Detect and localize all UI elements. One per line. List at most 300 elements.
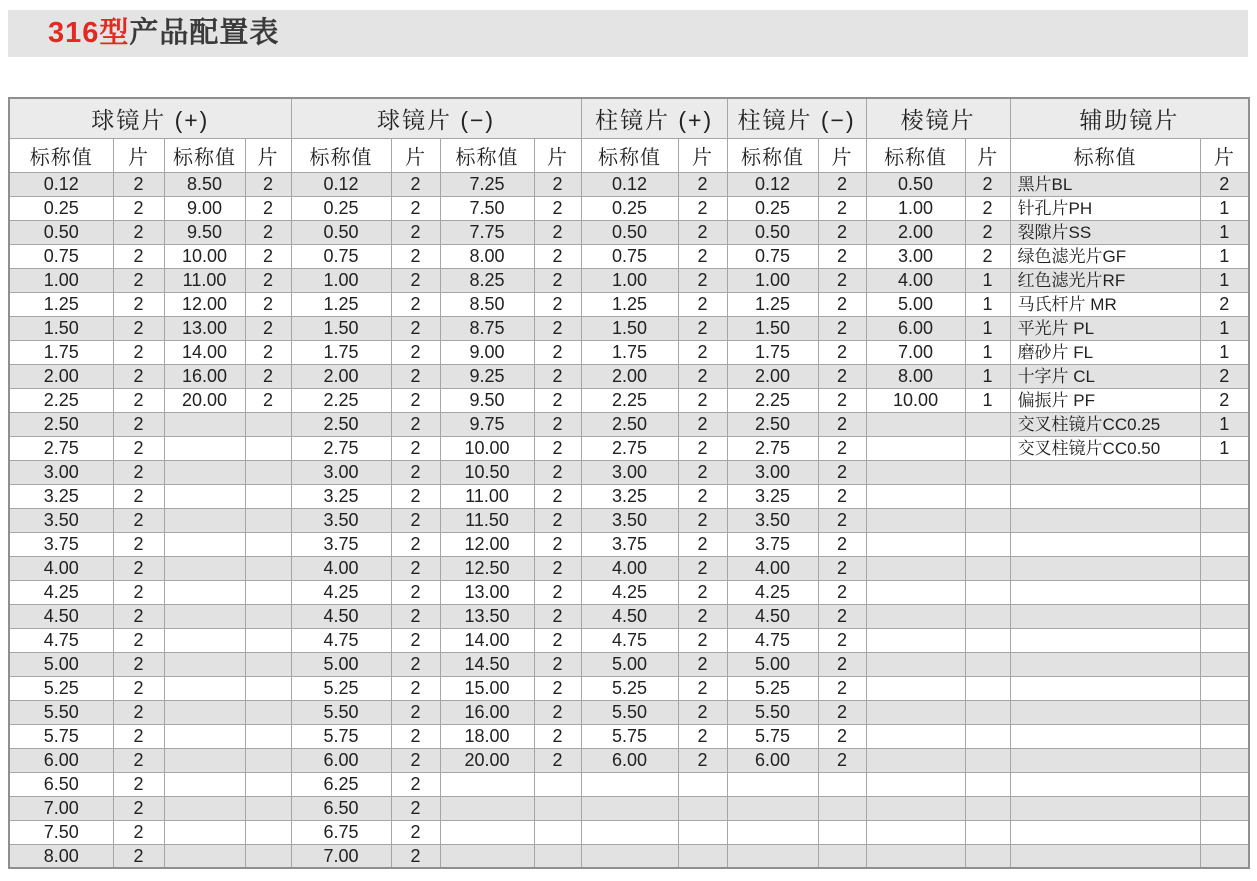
sph-plus-count-2: 2 xyxy=(245,172,291,196)
sph-plus-count-1: 2 xyxy=(113,268,164,292)
cyl-minus-count: 2 xyxy=(818,244,866,268)
col-header-count: 片 xyxy=(391,138,440,172)
sph-plus-count-2 xyxy=(245,556,291,580)
cyl-plus-count: 2 xyxy=(678,484,727,508)
aux-count xyxy=(1200,532,1249,556)
sph-minus-count-1: 2 xyxy=(391,460,440,484)
cyl-plus-count: 2 xyxy=(678,436,727,460)
sph-minus-count-2: 2 xyxy=(534,556,581,580)
cyl-minus-value: 2.25 xyxy=(727,388,818,412)
sph-plus-count-1: 2 xyxy=(113,604,164,628)
sph-minus-value-1: 4.50 xyxy=(291,604,391,628)
aux-name: 磨砂片 FL xyxy=(1010,340,1200,364)
sph-minus-count-2: 2 xyxy=(534,316,581,340)
prism-count xyxy=(965,556,1010,580)
prism-count: 1 xyxy=(965,316,1010,340)
sph-minus-count-1: 2 xyxy=(391,292,440,316)
sph-plus-value-1: 3.00 xyxy=(9,460,113,484)
prism-count: 1 xyxy=(965,388,1010,412)
sph-minus-value-2: 8.50 xyxy=(440,292,534,316)
cyl-minus-count: 2 xyxy=(818,556,866,580)
cyl-plus-count: 2 xyxy=(678,628,727,652)
aux-count xyxy=(1200,556,1249,580)
sph-plus-count-2 xyxy=(245,412,291,436)
cyl-plus-value: 5.50 xyxy=(581,700,678,724)
sph-plus-value-1: 3.75 xyxy=(9,532,113,556)
sph-minus-count-2: 2 xyxy=(534,676,581,700)
sph-plus-count-1: 2 xyxy=(113,508,164,532)
sph-plus-count-1: 2 xyxy=(113,220,164,244)
aux-count: 2 xyxy=(1200,388,1249,412)
sph-minus-count-2: 2 xyxy=(534,604,581,628)
prism-count xyxy=(965,796,1010,820)
sph-minus-count-2: 2 xyxy=(534,700,581,724)
table-row xyxy=(9,580,1249,604)
col-header-nominal: 标称值 xyxy=(1010,138,1200,172)
sph-minus-value-2: 11.00 xyxy=(440,484,534,508)
sph-minus-count-1: 2 xyxy=(391,316,440,340)
sph-plus-value-2: 8.50 xyxy=(164,172,245,196)
cyl-plus-count: 2 xyxy=(678,580,727,604)
cyl-minus-value: 2.50 xyxy=(727,412,818,436)
sph-plus-value-2 xyxy=(164,436,245,460)
sph-plus-count-1: 2 xyxy=(113,484,164,508)
cyl-plus-value: 2.00 xyxy=(581,364,678,388)
sph-plus-value-1: 5.00 xyxy=(9,652,113,676)
table-row xyxy=(9,316,1249,340)
sph-minus-value-2: 14.00 xyxy=(440,628,534,652)
sph-plus-count-1: 2 xyxy=(113,340,164,364)
sph-minus-value-2: 13.00 xyxy=(440,580,534,604)
sph-plus-value-2 xyxy=(164,580,245,604)
aux-count xyxy=(1200,796,1249,820)
sph-minus-value-1: 2.25 xyxy=(291,388,391,412)
sph-minus-value-2: 8.25 xyxy=(440,268,534,292)
prism-value: 10.00 xyxy=(866,388,965,412)
aux-count: 1 xyxy=(1200,340,1249,364)
aux-name: 针孔片PH xyxy=(1010,196,1200,220)
cyl-minus-count: 2 xyxy=(818,268,866,292)
sph-plus-count-2 xyxy=(245,436,291,460)
sph-minus-count-2: 2 xyxy=(534,196,581,220)
aux-name: 十字片 CL xyxy=(1010,364,1200,388)
cyl-plus-value xyxy=(581,772,678,796)
sph-minus-count-1: 2 xyxy=(391,484,440,508)
table-row xyxy=(9,196,1249,220)
sph-plus-count-1: 2 xyxy=(113,196,164,220)
prism-count: 2 xyxy=(965,244,1010,268)
sph-minus-value-2: 10.00 xyxy=(440,436,534,460)
cyl-plus-count: 2 xyxy=(678,532,727,556)
sph-minus-value-1: 2.75 xyxy=(291,436,391,460)
sph-plus-value-1: 1.50 xyxy=(9,316,113,340)
sph-plus-value-1: 6.50 xyxy=(9,772,113,796)
sph-plus-value-1: 1.00 xyxy=(9,268,113,292)
cyl-plus-value: 2.75 xyxy=(581,436,678,460)
aux-name xyxy=(1010,820,1200,844)
cyl-plus-count: 2 xyxy=(678,508,727,532)
sph-plus-value-2 xyxy=(164,628,245,652)
sph-minus-value-1: 0.12 xyxy=(291,172,391,196)
sph-minus-value-1: 1.75 xyxy=(291,340,391,364)
cyl-plus-value: 4.50 xyxy=(581,604,678,628)
sph-minus-value-1: 1.00 xyxy=(291,268,391,292)
cyl-plus-value: 5.75 xyxy=(581,724,678,748)
cyl-plus-count xyxy=(678,772,727,796)
cyl-minus-count: 2 xyxy=(818,220,866,244)
sph-plus-count-1: 2 xyxy=(113,628,164,652)
cyl-plus-value: 1.75 xyxy=(581,340,678,364)
sph-minus-count-2: 2 xyxy=(534,748,581,772)
prism-value: 4.00 xyxy=(866,268,965,292)
sph-minus-count-2: 2 xyxy=(534,364,581,388)
prism-count xyxy=(965,436,1010,460)
aux-name xyxy=(1010,700,1200,724)
col-header-nominal: 标称值 xyxy=(440,138,534,172)
sph-minus-value-1: 5.25 xyxy=(291,676,391,700)
table-row xyxy=(9,172,1249,196)
sph-minus-count-2: 2 xyxy=(534,628,581,652)
sph-minus-value-2: 9.25 xyxy=(440,364,534,388)
cyl-plus-count xyxy=(678,820,727,844)
sph-minus-value-2: 7.25 xyxy=(440,172,534,196)
col-header-count: 片 xyxy=(818,138,866,172)
sph-minus-value-2: 9.50 xyxy=(440,388,534,412)
sph-plus-value-2 xyxy=(164,484,245,508)
sph-minus-count-1: 2 xyxy=(391,772,440,796)
aux-count xyxy=(1200,676,1249,700)
sph-plus-value-2 xyxy=(164,724,245,748)
sph-minus-count-1: 2 xyxy=(391,436,440,460)
sph-plus-value-1: 0.25 xyxy=(9,196,113,220)
table-row xyxy=(9,820,1249,844)
sph-minus-value-1: 4.75 xyxy=(291,628,391,652)
table-row xyxy=(9,460,1249,484)
table-row xyxy=(9,796,1249,820)
col-header-nominal: 标称值 xyxy=(291,138,391,172)
sph-minus-value-2: 9.75 xyxy=(440,412,534,436)
sph-plus-value-2 xyxy=(164,508,245,532)
sph-plus-value-2: 11.00 xyxy=(164,268,245,292)
sph-plus-count-2: 2 xyxy=(245,220,291,244)
sph-plus-count-1: 2 xyxy=(113,652,164,676)
aux-name xyxy=(1010,556,1200,580)
sph-plus-value-1: 4.25 xyxy=(9,580,113,604)
aux-name: 绿色滤光片GF xyxy=(1010,244,1200,268)
prism-value xyxy=(866,436,965,460)
prism-value xyxy=(866,748,965,772)
sph-minus-value-1: 3.25 xyxy=(291,484,391,508)
sph-plus-value-1: 4.75 xyxy=(9,628,113,652)
table-row xyxy=(9,436,1249,460)
table-row xyxy=(9,364,1249,388)
col-header-count: 片 xyxy=(534,138,581,172)
prism-count: 2 xyxy=(965,220,1010,244)
aux-count: 1 xyxy=(1200,196,1249,220)
sph-plus-value-1: 0.50 xyxy=(9,220,113,244)
prism-count xyxy=(965,508,1010,532)
cyl-minus-value: 6.00 xyxy=(727,748,818,772)
sph-minus-count-2: 2 xyxy=(534,436,581,460)
sph-minus-count-1: 2 xyxy=(391,268,440,292)
aux-count xyxy=(1200,508,1249,532)
col-header-nominal: 标称值 xyxy=(164,138,245,172)
sph-plus-count-1: 2 xyxy=(113,748,164,772)
aux-count xyxy=(1200,580,1249,604)
cyl-plus-value: 6.00 xyxy=(581,748,678,772)
group-header-cyl-minus: 柱镜片 (−) xyxy=(727,98,866,138)
sph-plus-count-1: 2 xyxy=(113,436,164,460)
sph-minus-count-1: 2 xyxy=(391,220,440,244)
column-group-header-row xyxy=(9,98,1249,138)
sph-plus-value-2 xyxy=(164,772,245,796)
prism-count xyxy=(965,676,1010,700)
sph-plus-value-1: 2.50 xyxy=(9,412,113,436)
sph-minus-value-2: 11.50 xyxy=(440,508,534,532)
prism-count: 1 xyxy=(965,340,1010,364)
cyl-plus-count: 2 xyxy=(678,292,727,316)
aux-name xyxy=(1010,460,1200,484)
sph-plus-count-1: 2 xyxy=(113,772,164,796)
cyl-minus-value: 1.25 xyxy=(727,292,818,316)
sph-plus-count-1: 2 xyxy=(113,316,164,340)
prism-count xyxy=(965,724,1010,748)
cyl-minus-count: 2 xyxy=(818,388,866,412)
aux-name xyxy=(1010,748,1200,772)
sph-minus-value-1: 0.50 xyxy=(291,220,391,244)
sph-minus-count-1: 2 xyxy=(391,556,440,580)
title-model: 316型 xyxy=(48,17,130,49)
sph-minus-value-1: 6.75 xyxy=(291,820,391,844)
sph-plus-count-2 xyxy=(245,844,291,868)
aux-count: 2 xyxy=(1200,364,1249,388)
cyl-plus-count: 2 xyxy=(678,196,727,220)
cyl-minus-value: 3.75 xyxy=(727,532,818,556)
cyl-minus-count: 2 xyxy=(818,508,866,532)
prism-count xyxy=(965,844,1010,868)
prism-count: 2 xyxy=(965,172,1010,196)
sph-plus-value-2: 9.00 xyxy=(164,196,245,220)
aux-name xyxy=(1010,796,1200,820)
cyl-plus-value xyxy=(581,796,678,820)
sph-plus-value-2 xyxy=(164,556,245,580)
sph-minus-count-2 xyxy=(534,796,581,820)
sph-minus-value-2 xyxy=(440,796,534,820)
cyl-plus-count: 2 xyxy=(678,652,727,676)
prism-count xyxy=(965,412,1010,436)
sph-minus-value-2 xyxy=(440,772,534,796)
sph-plus-count-1: 2 xyxy=(113,364,164,388)
sph-plus-value-2: 12.00 xyxy=(164,292,245,316)
cyl-plus-value: 3.25 xyxy=(581,484,678,508)
sph-minus-value-1: 4.00 xyxy=(291,556,391,580)
sph-plus-count-2 xyxy=(245,628,291,652)
sph-minus-count-2 xyxy=(534,820,581,844)
sph-minus-value-1: 3.75 xyxy=(291,532,391,556)
sph-plus-count-2 xyxy=(245,724,291,748)
prism-count xyxy=(965,580,1010,604)
sph-plus-value-2 xyxy=(164,796,245,820)
sph-plus-value-2 xyxy=(164,676,245,700)
cyl-minus-count: 2 xyxy=(818,436,866,460)
table-row xyxy=(9,484,1249,508)
sph-plus-value-2: 9.50 xyxy=(164,220,245,244)
sph-minus-count-2 xyxy=(534,844,581,868)
sph-minus-value-1: 0.75 xyxy=(291,244,391,268)
prism-value: 7.00 xyxy=(866,340,965,364)
prism-value xyxy=(866,604,965,628)
aux-count: 1 xyxy=(1200,268,1249,292)
cyl-minus-value: 1.50 xyxy=(727,316,818,340)
cyl-plus-value: 5.25 xyxy=(581,676,678,700)
sph-plus-count-2: 2 xyxy=(245,388,291,412)
sph-minus-count-1: 2 xyxy=(391,196,440,220)
sph-minus-count-1: 2 xyxy=(391,340,440,364)
cyl-plus-value: 0.25 xyxy=(581,196,678,220)
sph-minus-value-1: 6.25 xyxy=(291,772,391,796)
col-header-count: 片 xyxy=(1200,138,1249,172)
cyl-minus-count: 2 xyxy=(818,628,866,652)
sph-plus-value-2: 16.00 xyxy=(164,364,245,388)
prism-value xyxy=(866,484,965,508)
sph-plus-value-1: 4.00 xyxy=(9,556,113,580)
cyl-plus-value: 1.00 xyxy=(581,268,678,292)
sph-minus-value-1: 5.75 xyxy=(291,724,391,748)
sph-minus-value-2: 16.00 xyxy=(440,700,534,724)
sph-plus-value-2: 20.00 xyxy=(164,388,245,412)
sph-plus-count-2 xyxy=(245,484,291,508)
aux-name: 裂隙片SS xyxy=(1010,220,1200,244)
cyl-minus-value: 5.50 xyxy=(727,700,818,724)
prism-count xyxy=(965,652,1010,676)
aux-count: 1 xyxy=(1200,316,1249,340)
prism-value xyxy=(866,700,965,724)
aux-name xyxy=(1010,580,1200,604)
col-header-nominal: 标称值 xyxy=(9,138,113,172)
sph-plus-count-2 xyxy=(245,748,291,772)
cyl-minus-value: 5.25 xyxy=(727,676,818,700)
table-row xyxy=(9,700,1249,724)
aux-count xyxy=(1200,652,1249,676)
col-header-nominal: 标称值 xyxy=(727,138,818,172)
sph-plus-count-2: 2 xyxy=(245,244,291,268)
prism-value xyxy=(866,724,965,748)
sph-minus-count-1: 2 xyxy=(391,172,440,196)
cyl-minus-value: 0.50 xyxy=(727,220,818,244)
sph-plus-count-2: 2 xyxy=(245,364,291,388)
cyl-plus-count xyxy=(678,844,727,868)
cyl-plus-count: 2 xyxy=(678,316,727,340)
aux-name: 红色滤光片RF xyxy=(1010,268,1200,292)
sph-minus-value-2: 12.00 xyxy=(440,532,534,556)
aux-count: 1 xyxy=(1200,436,1249,460)
prism-value: 2.00 xyxy=(866,220,965,244)
sph-minus-value-1: 3.00 xyxy=(291,460,391,484)
cyl-minus-count: 2 xyxy=(818,676,866,700)
sph-plus-value-2 xyxy=(164,844,245,868)
sph-minus-value-1: 4.25 xyxy=(291,580,391,604)
cyl-plus-value xyxy=(581,844,678,868)
cyl-plus-count: 2 xyxy=(678,220,727,244)
sph-plus-value-2 xyxy=(164,532,245,556)
prism-count: 1 xyxy=(965,364,1010,388)
cyl-minus-count xyxy=(818,796,866,820)
table-row xyxy=(9,844,1249,868)
sph-minus-value-2: 15.00 xyxy=(440,676,534,700)
aux-count: 2 xyxy=(1200,172,1249,196)
aux-count xyxy=(1200,724,1249,748)
aux-count xyxy=(1200,604,1249,628)
cyl-minus-count: 2 xyxy=(818,532,866,556)
cyl-minus-count: 2 xyxy=(818,652,866,676)
col-header-count: 片 xyxy=(245,138,291,172)
sph-plus-count-1: 2 xyxy=(113,412,164,436)
cyl-minus-count: 2 xyxy=(818,172,866,196)
aux-count xyxy=(1200,628,1249,652)
sph-plus-count-1: 2 xyxy=(113,244,164,268)
aux-name xyxy=(1010,532,1200,556)
aux-count: 1 xyxy=(1200,412,1249,436)
cyl-minus-value xyxy=(727,796,818,820)
sph-plus-count-2 xyxy=(245,652,291,676)
prism-value xyxy=(866,532,965,556)
aux-count: 1 xyxy=(1200,244,1249,268)
sph-minus-value-2: 20.00 xyxy=(440,748,534,772)
sph-plus-value-2 xyxy=(164,700,245,724)
col-header-nominal: 标称值 xyxy=(866,138,965,172)
sph-plus-value-2: 13.00 xyxy=(164,316,245,340)
table-row xyxy=(9,268,1249,292)
prism-value xyxy=(866,820,965,844)
sph-plus-value-1: 6.00 xyxy=(9,748,113,772)
prism-value: 5.00 xyxy=(866,292,965,316)
sph-plus-count-1: 2 xyxy=(113,700,164,724)
table-row xyxy=(9,508,1249,532)
cyl-plus-count: 2 xyxy=(678,700,727,724)
sph-plus-count-2: 2 xyxy=(245,316,291,340)
sph-plus-value-2 xyxy=(164,460,245,484)
cyl-plus-count: 2 xyxy=(678,556,727,580)
sph-minus-value-2: 8.75 xyxy=(440,316,534,340)
sph-plus-value-2 xyxy=(164,652,245,676)
cyl-minus-count: 2 xyxy=(818,748,866,772)
table-row xyxy=(9,724,1249,748)
sph-plus-count-1: 2 xyxy=(113,580,164,604)
sph-plus-value-1: 2.00 xyxy=(9,364,113,388)
sph-minus-count-2: 2 xyxy=(534,292,581,316)
cyl-plus-value: 3.50 xyxy=(581,508,678,532)
group-header-sph-minus: 球镜片 (−) xyxy=(291,98,581,138)
sph-plus-value-1: 2.25 xyxy=(9,388,113,412)
cyl-plus-value: 3.00 xyxy=(581,460,678,484)
prism-value xyxy=(866,628,965,652)
table-row xyxy=(9,604,1249,628)
sph-minus-value-1: 6.50 xyxy=(291,796,391,820)
prism-count: 1 xyxy=(965,292,1010,316)
cyl-minus-value: 0.75 xyxy=(727,244,818,268)
sph-plus-value-1: 1.75 xyxy=(9,340,113,364)
aux-name xyxy=(1010,604,1200,628)
prism-value xyxy=(866,580,965,604)
cyl-minus-value: 0.12 xyxy=(727,172,818,196)
sph-plus-count-2: 2 xyxy=(245,268,291,292)
sph-minus-count-1: 2 xyxy=(391,844,440,868)
aux-count xyxy=(1200,772,1249,796)
cyl-minus-count: 2 xyxy=(818,724,866,748)
sph-plus-count-2: 2 xyxy=(245,340,291,364)
sph-plus-value-2 xyxy=(164,820,245,844)
cyl-plus-count: 2 xyxy=(678,604,727,628)
